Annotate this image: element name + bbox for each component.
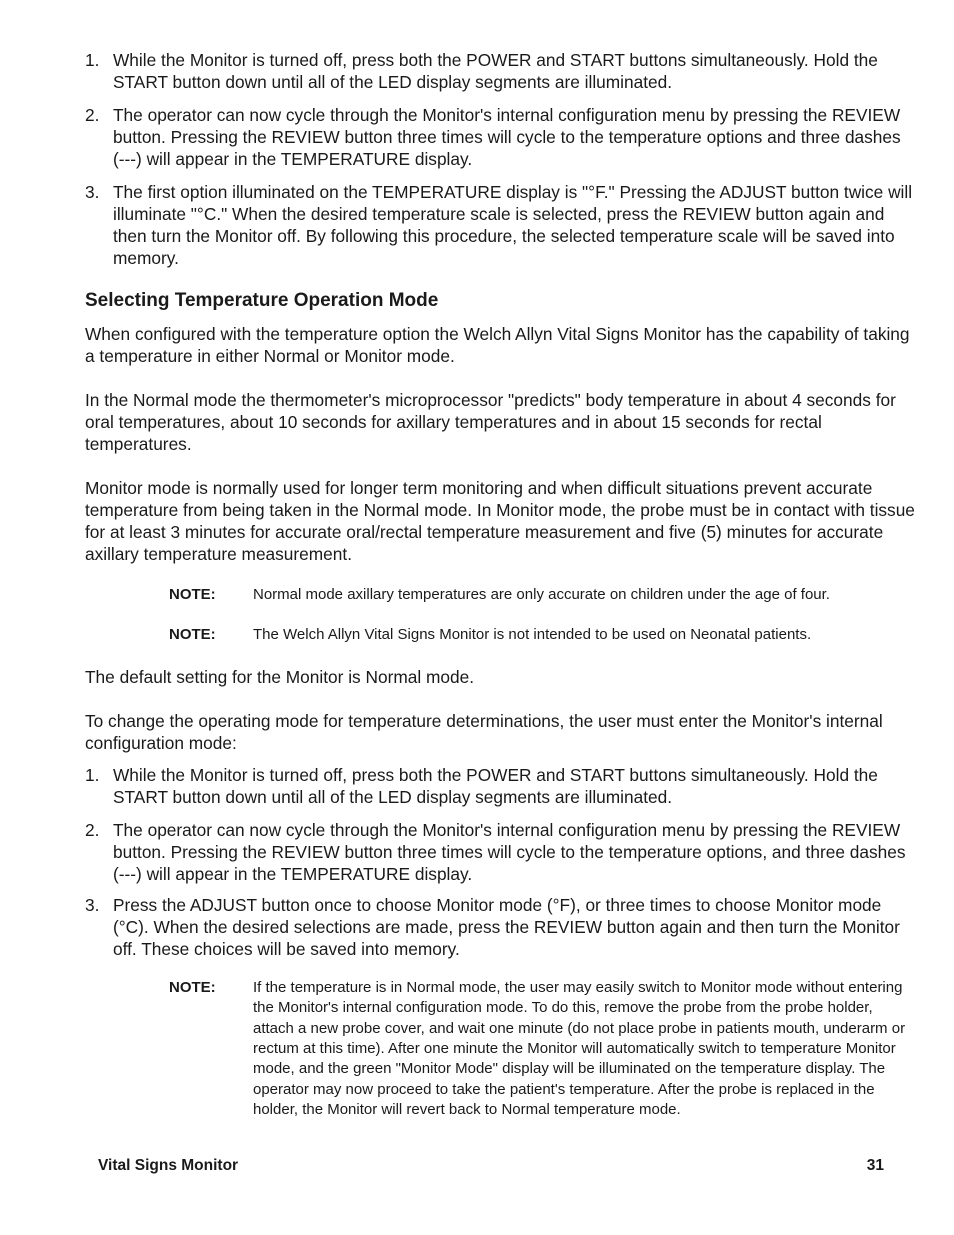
page-content <box>85 49 915 1121</box>
step-text: The first option illuminated on the TEMPERATURE display is "°F." Pressing the ADJUST button twice will illuminate "°C." When the desired temperature scale is selected, press the REVIEW button again and then turn the Monitor off. By following this procedure, the selected temperature scale will be saved into memory. <box>113 182 913 268</box>
mode-steps-list <box>85 764 915 960</box>
note-label: NOTE: <box>169 626 216 644</box>
note-text: If the temperature is in Normal mode, the user may easily switch to Monitor mode without entering the Monitor's internal configuration mode. To do this, remove the probe from the probe holder, attach a new probe cover, and wait one minute (do not place probe in patients mouth, underarm or rectum at this time). After one minute the Monitor will automatically switch to temperature Monitor mode, and the green "Monitor Mode" display will be illuminated on the temperature display. The operator may now proceed to take the patient's temperature. After the probe is replaced in the holder, the Monitor will revert back to Normal temperature mode. <box>253 978 906 1119</box>
step-number: 3. <box>85 894 100 915</box>
section-heading: Selecting Temperature Operation Mode <box>85 290 439 311</box>
note <box>85 585 915 605</box>
step-text: While the Monitor is turned off, press both the POWER and START buttons simultaneously. Hold the START button down until all of the LED display segments are illuminated. <box>113 50 878 92</box>
list-item <box>85 894 915 960</box>
paragraph: When configured with the temperature option the Welch Allyn Vital Signs Monitor has the capability of taking a temperature in either Normal or Monitor mode. <box>85 324 910 366</box>
scale-steps-list <box>85 49 915 269</box>
list-item <box>85 104 915 170</box>
list-item <box>85 819 915 885</box>
paragraph: The default setting for the Monitor is Normal mode. <box>85 666 475 687</box>
paragraph: In the Normal mode the thermometer's microprocessor "predicts" body temperature in about 4 seconds for oral temperatures, about 10 seconds for axillary temperatures and in about 15 seconds for rectal temperatures. <box>85 390 896 454</box>
step-number: 1. <box>85 764 100 785</box>
step-text: The operator can now cycle through the Monitor's internal configuration menu by pressing the REVIEW button. Pressing the REVIEW button three times will cycle to the temperature options, and three dashes (---) will appear in the TEMPERATURE display. <box>113 819 906 884</box>
list-item <box>85 764 915 808</box>
list-item <box>85 49 915 93</box>
footer-title: Vital Signs Monitor <box>98 1157 239 1174</box>
step-number: 2. <box>85 105 100 125</box>
note <box>85 978 915 1121</box>
step-text: The operator can now cycle through the Monitor's internal configuration menu by pressing the REVIEW button. Pressing the REVIEW button three times will cycle to the temperature options and three dashes (---) will appear in the TEMPERATURE display. <box>113 105 901 169</box>
page-footer <box>98 1157 884 1179</box>
step-number: 2. <box>85 819 100 840</box>
list-item <box>85 181 915 269</box>
step-number: 1. <box>85 50 100 70</box>
note-text: Normal mode axillary temperatures are only accurate on children under the age of four. <box>253 586 830 603</box>
note <box>85 625 915 645</box>
paragraph: Monitor mode is normally used for longer term monitoring and when difficult situations prevent accurate temperature from being taken in the Normal mode. In Monitor mode, the probe must be in contact with tissue for at least 3 minutes for accurate oral/rectal temperature measurement and five (5) minutes for accurate axillary temperature measurement. <box>85 478 915 564</box>
page-number: 31 <box>866 1157 884 1174</box>
step-text: While the Monitor is turned off, press both the POWER and START buttons simultaneously. Hold the START button down until all of the LED display segments are illuminated. <box>113 764 878 807</box>
note-text: The Welch Allyn Vital Signs Monitor is not intended to be used on Neonatal patients. <box>253 626 812 644</box>
note-label: NOTE: <box>169 586 216 603</box>
note-label: NOTE: <box>169 978 216 996</box>
step-number: 3. <box>85 182 100 202</box>
paragraph: To change the operating mode for temperature determinations, the user must enter the Monitor's internal configuration mode: <box>85 710 883 753</box>
step-text: Press the ADJUST button once to choose Monitor mode (°F), or three times to choose Monitor mode (°C). When the desired selections are made, press the REVIEW button again and then turn the Monitor off. These choices will be saved into memory. <box>113 894 900 959</box>
